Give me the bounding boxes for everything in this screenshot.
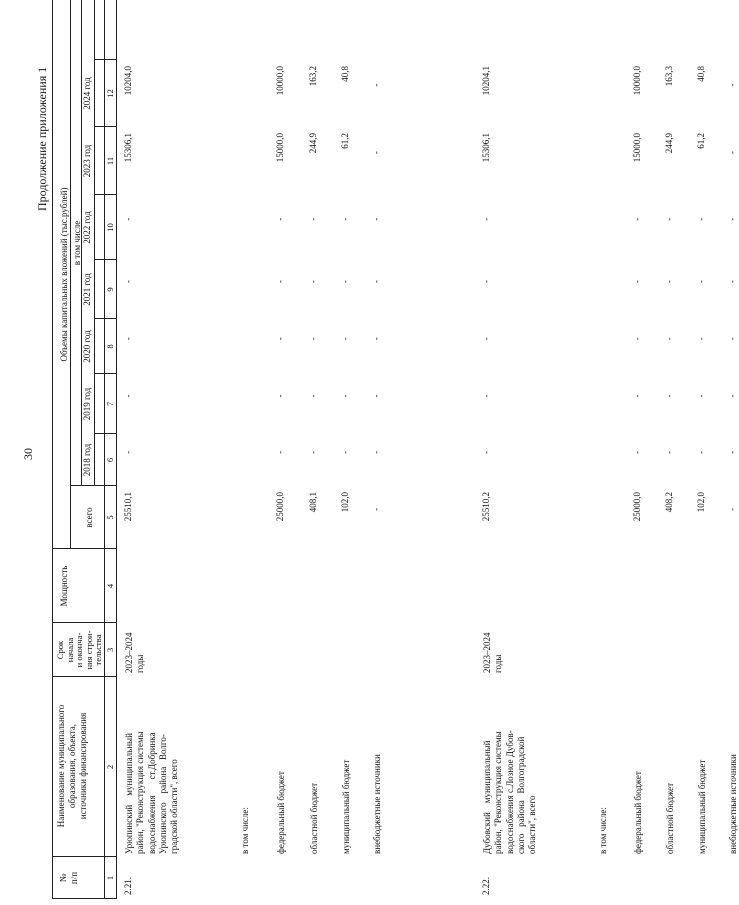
funding-source: областной бюджет bbox=[309, 782, 319, 854]
grid-line bbox=[52, 0, 53, 899]
value-cell: - bbox=[308, 450, 318, 454]
value-cell: - bbox=[275, 217, 285, 221]
value-cell: - bbox=[481, 280, 491, 284]
value-cell: - bbox=[123, 394, 133, 398]
value-cell: - bbox=[664, 394, 674, 398]
value-cell: - bbox=[275, 450, 285, 454]
value-cell: 15306,1 bbox=[481, 133, 491, 163]
value-cell: 10000,0 bbox=[275, 66, 285, 96]
value-cell: - bbox=[664, 450, 674, 454]
value-cell: - bbox=[696, 337, 706, 341]
object-name: Дубовский муниципальный район, "Реконструкция системы водоснабжения с.Лозное Дубов- ского района Волгоградской области", всего bbox=[482, 730, 538, 854]
column-number: 4 bbox=[105, 583, 115, 589]
value-cell: - bbox=[696, 280, 706, 284]
value-cell: - bbox=[481, 394, 491, 398]
value-cell: 10204,1 bbox=[481, 66, 491, 96]
value-cell: - bbox=[275, 394, 285, 398]
value-cell: - bbox=[308, 217, 318, 221]
value-cell: - bbox=[727, 151, 737, 155]
value-cell: - bbox=[340, 217, 350, 221]
object-name: Урюпинский муниципальный район, "Реконструкция системы водоснабжения ст.Добринка Урюпинского района Волго- градской области", всего bbox=[124, 731, 180, 854]
grid-line bbox=[116, 0, 117, 899]
value-cell: - bbox=[371, 337, 381, 341]
column-number: 7 bbox=[105, 401, 115, 407]
value-cell: 408,2 bbox=[664, 492, 674, 513]
value-cell: - bbox=[123, 217, 133, 221]
value-cell: - bbox=[696, 217, 706, 221]
value-cell: 15306,1 bbox=[123, 133, 133, 163]
value-cell: 244,9 bbox=[308, 133, 318, 154]
value-cell: 102,0 bbox=[340, 492, 350, 513]
value-cell: 163,3 bbox=[664, 66, 674, 87]
row-number: 2.21. bbox=[123, 877, 133, 895]
value-cell: - bbox=[727, 450, 737, 454]
value-cell: - bbox=[632, 217, 642, 221]
construction-term: 2023–2024 годы bbox=[124, 632, 146, 673]
column-number: 12 bbox=[105, 89, 115, 98]
funding-source: внебюджетные источники bbox=[728, 754, 738, 854]
column-number: 5 bbox=[105, 515, 115, 520]
grid-line bbox=[70, 0, 71, 549]
funding-source: муниципальный бюджет bbox=[341, 759, 351, 854]
value-cell: - bbox=[632, 337, 642, 341]
year-header: 2018 год bbox=[82, 443, 92, 477]
value-cell: - bbox=[275, 280, 285, 284]
value-cell: - bbox=[727, 394, 737, 398]
value-cell: - bbox=[340, 394, 350, 398]
year-header: 2019 год bbox=[82, 387, 92, 421]
value-cell: - bbox=[371, 217, 381, 221]
year-header: 2023 год bbox=[82, 144, 92, 178]
value-cell: 163,2 bbox=[308, 66, 318, 87]
value-cell: 102,0 bbox=[696, 492, 706, 513]
column-number: 1 bbox=[105, 875, 115, 881]
header-capacity: Мощность bbox=[59, 565, 69, 607]
construction-term: 2023–2024 годы bbox=[482, 632, 504, 673]
value-cell: - bbox=[727, 83, 737, 87]
value-cell: - bbox=[727, 337, 737, 341]
column-number: 3 bbox=[105, 647, 115, 653]
value-cell: - bbox=[340, 337, 350, 341]
column-number: 8 bbox=[105, 344, 115, 349]
funding-source: в том числе: bbox=[240, 807, 250, 854]
column-number: 9 bbox=[105, 287, 115, 292]
value-cell: - bbox=[632, 280, 642, 284]
value-cell: 15000,0 bbox=[275, 133, 285, 163]
value-cell: - bbox=[696, 450, 706, 454]
value-cell: - bbox=[727, 507, 737, 511]
value-cell: 25510,1 bbox=[123, 492, 133, 522]
value-cell: 61,2 bbox=[340, 133, 350, 149]
value-cell: - bbox=[632, 394, 642, 398]
value-cell: - bbox=[371, 394, 381, 398]
page-number: 30 bbox=[21, 448, 35, 460]
value-cell: 25510,2 bbox=[481, 492, 491, 522]
value-cell: - bbox=[727, 217, 737, 221]
value-cell: - bbox=[371, 83, 381, 87]
value-cell: 40,8 bbox=[340, 66, 350, 82]
value-cell: - bbox=[340, 280, 350, 284]
column-number: 11 bbox=[105, 156, 115, 166]
value-cell: - bbox=[308, 337, 318, 341]
value-cell: - bbox=[696, 394, 706, 398]
value-cell: - bbox=[371, 450, 381, 454]
value-cell: - bbox=[371, 507, 381, 511]
column-number: 2 bbox=[105, 764, 115, 770]
value-cell: - bbox=[632, 450, 642, 454]
column-number: 6 bbox=[105, 457, 115, 463]
value-cell: - bbox=[123, 450, 133, 454]
value-cell: 25000,0 bbox=[632, 492, 642, 522]
year-header: 2024 год bbox=[82, 77, 92, 110]
column-number: 10 bbox=[105, 223, 115, 232]
value-cell: 61,2 bbox=[696, 133, 706, 149]
value-cell: - bbox=[308, 394, 318, 398]
year-header: 2020 год bbox=[82, 330, 92, 363]
header-total: всего bbox=[84, 507, 94, 528]
value-cell: - bbox=[727, 280, 737, 284]
value-cell: - bbox=[481, 337, 491, 341]
grid-line bbox=[94, 0, 95, 486]
funding-source: областной бюджет bbox=[665, 782, 675, 854]
value-cell: 25000,0 bbox=[275, 492, 285, 522]
value-cell: - bbox=[481, 217, 491, 221]
value-cell: - bbox=[371, 280, 381, 284]
funding-source: федеральный бюджет bbox=[633, 771, 643, 854]
value-cell: 244,9 bbox=[664, 133, 674, 154]
value-cell: - bbox=[664, 280, 674, 284]
value-cell: - bbox=[308, 280, 318, 284]
continuation-note: Продолжение приложения 1 bbox=[35, 66, 49, 211]
value-cell: 10000,0 bbox=[632, 66, 642, 96]
funding-source: муниципальный бюджет bbox=[697, 759, 707, 854]
value-cell: - bbox=[123, 337, 133, 341]
funding-source: в том числе: bbox=[598, 807, 608, 854]
row-number: 2.22. bbox=[481, 877, 491, 895]
value-cell: - bbox=[664, 337, 674, 341]
funding-source: федеральный бюджет bbox=[276, 771, 286, 854]
value-cell: 408,1 bbox=[308, 492, 318, 513]
value-cell: - bbox=[123, 280, 133, 284]
value-cell: 40,8 bbox=[696, 66, 706, 82]
value-cell: 10204,0 bbox=[123, 66, 133, 96]
value-cell: 15000,0 bbox=[632, 133, 642, 163]
header-including: в том числе bbox=[72, 220, 82, 266]
value-cell: - bbox=[340, 450, 350, 454]
header-num: № п/п bbox=[58, 871, 79, 885]
header-volumes: Объемы капитальных вложений (тыс.рублей) bbox=[59, 187, 69, 362]
year-header: 2021 год bbox=[82, 273, 92, 306]
value-cell: - bbox=[371, 151, 381, 155]
value-cell: - bbox=[481, 450, 491, 454]
funding-source: внебюджетные источники bbox=[372, 754, 382, 854]
value-cell: - bbox=[664, 217, 674, 221]
header-term: Срок начала и оконча- ния строи- тельства bbox=[55, 630, 104, 670]
value-cell: - bbox=[275, 337, 285, 341]
year-header: 2022 год bbox=[82, 211, 92, 244]
header-name: Наименование муниципального образования, объекта, источники финансирования bbox=[56, 704, 88, 828]
